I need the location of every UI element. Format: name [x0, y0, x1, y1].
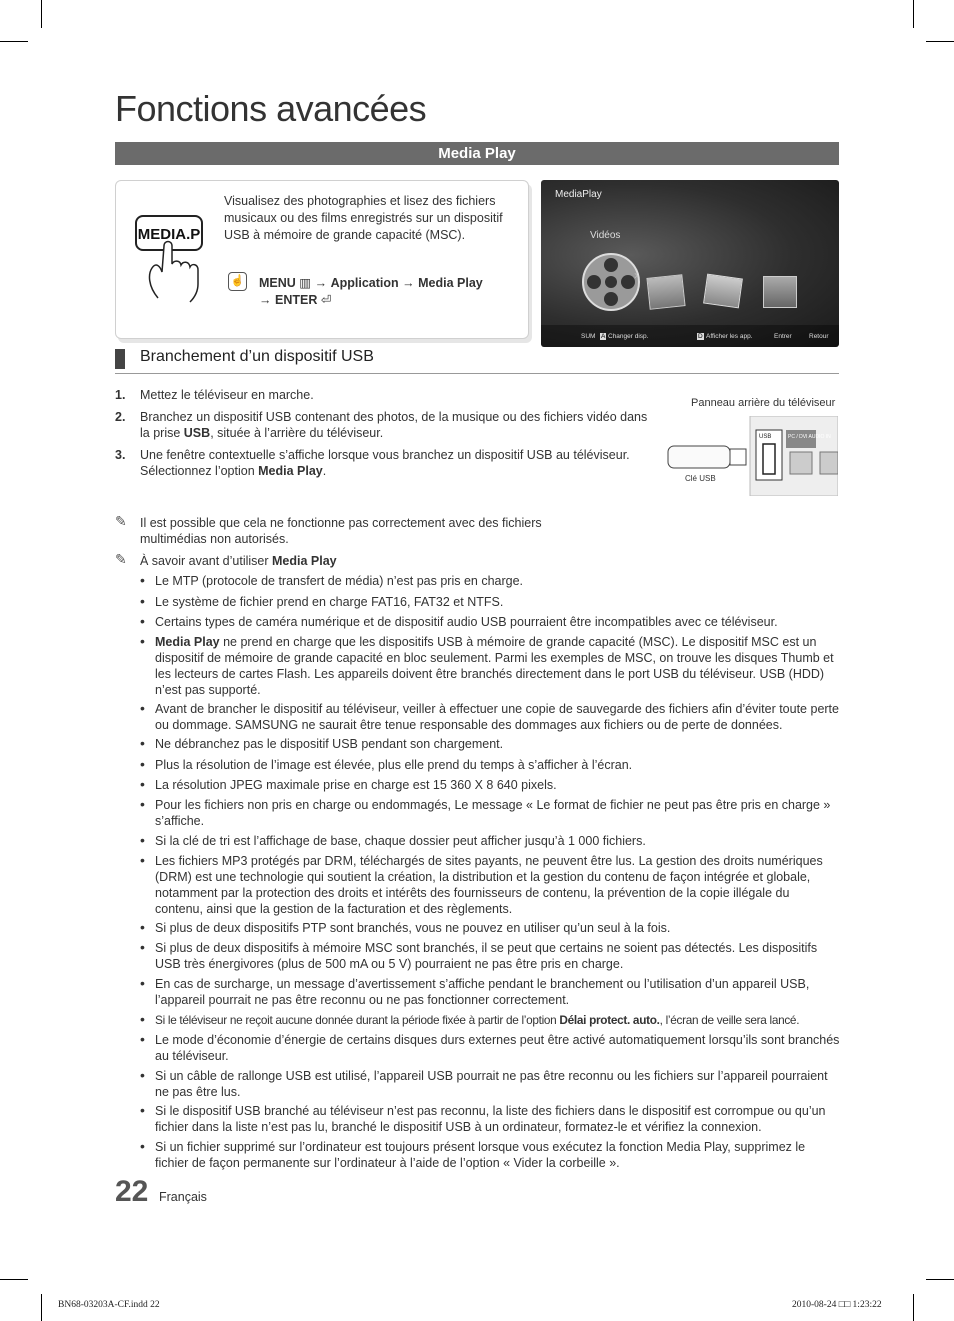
step-text: Mettez le téléviseur en marche.: [140, 388, 314, 402]
step-number: 3.: [115, 448, 126, 462]
section-divider: [115, 373, 839, 374]
media-play-description: Visualisez des photographies et lisez des fichiers musicaux ou des films enregistrés sur un dispositif USB à mémoire de grande capacité (MSC).: [224, 194, 503, 242]
step-number: 2.: [115, 410, 126, 424]
mediaplay-screenshot: [541, 180, 839, 347]
change-display-label: Changer disp.: [608, 333, 649, 340]
show-apps-label: Afficher les app.: [706, 333, 753, 340]
nav-arrow: →: [402, 276, 415, 290]
note-text: Il est possible que cela ne fonctionne pas correctement avec des fichiers multimédias non autorisés.: [140, 516, 542, 546]
usb-connection-diagram: [658, 416, 838, 496]
menu-grid-icon: ▥: [299, 276, 312, 290]
nav-application: Application: [330, 276, 399, 290]
nav-arrow: →: [314, 276, 328, 290]
sum-label: SUM: [581, 333, 596, 340]
crop-mark: [41, 0, 42, 28]
crop-mark: [926, 41, 954, 42]
step-text: Une fenêtre contextuelle s’affiche lorsque vous branchez un dispositif USB au téléviseur. Sélectionnez l’option Media Play.: [140, 448, 630, 478]
nav-menu: MENU: [259, 276, 296, 290]
return-label: Retour: [809, 333, 829, 340]
remote-button-label: MEDIA.P: [137, 226, 201, 243]
screenshot-title: MediaPlay: [555, 189, 602, 200]
tv-rear-panel-label: Panneau arrière du téléviseur: [691, 397, 836, 409]
footer-timestamp: 2010-08-24 □□ 1:23:22: [792, 1300, 882, 1310]
music-icon: [703, 274, 743, 309]
note-pencil-icon: ✎: [115, 551, 127, 567]
chevron-right-icon: ›: [634, 268, 638, 282]
crop-mark: [41, 1294, 42, 1321]
nav-enter: ENTER: [274, 293, 318, 307]
button-a-badge: A: [601, 333, 606, 340]
crop-mark: [913, 1294, 914, 1321]
screenshot-bottom-bar: [541, 325, 839, 347]
page-number: 22: [115, 1175, 149, 1208]
step-text: Branchez un dispositif USB contenant des photos, de la musique ou des fichiers vidéo dans la prise USB, située à l’arrière du téléviseur.: [140, 410, 648, 440]
usb-key-label: Clé USB: [685, 474, 716, 483]
nav-arrow: →: [259, 293, 272, 307]
crop-mark: [0, 1279, 28, 1280]
section-banner: Media Play: [115, 142, 839, 165]
button-d-badge: D: [698, 333, 703, 340]
note-text: À savoir avant d’utiliser Media Play: [140, 554, 337, 568]
section-title: Branchement d’un dispositif USB: [140, 348, 374, 365]
footer-file-info: BN68-03203A-CF.indd 22: [58, 1300, 160, 1310]
usb-port-label: USB: [759, 434, 772, 440]
remote-hand-icon: [134, 212, 214, 304]
screenshot-category: Vidéos: [590, 230, 621, 241]
photo-icon: [646, 274, 685, 310]
audio-in-label: PC / DVI AUDIO IN: [788, 434, 831, 440]
settings-icon: [763, 276, 797, 308]
crop-mark: [913, 0, 914, 28]
crop-mark: [926, 1279, 954, 1280]
enter-icon: ⏎: [320, 293, 332, 307]
menu-navigation-path: [259, 275, 519, 309]
film-reel-icon: [581, 252, 641, 312]
section-marker: [115, 349, 125, 369]
crop-mark: [0, 41, 28, 42]
step-number: 1.: [115, 388, 126, 402]
page-title: Fonctions avancées: [115, 88, 427, 129]
nav-media-play: Media Play: [418, 276, 483, 290]
note-pencil-icon: ✎: [115, 513, 127, 529]
page-language: Français: [159, 1190, 207, 1204]
hand-icon: ☝: [228, 272, 247, 291]
enter-label: Entrer: [774, 333, 792, 340]
